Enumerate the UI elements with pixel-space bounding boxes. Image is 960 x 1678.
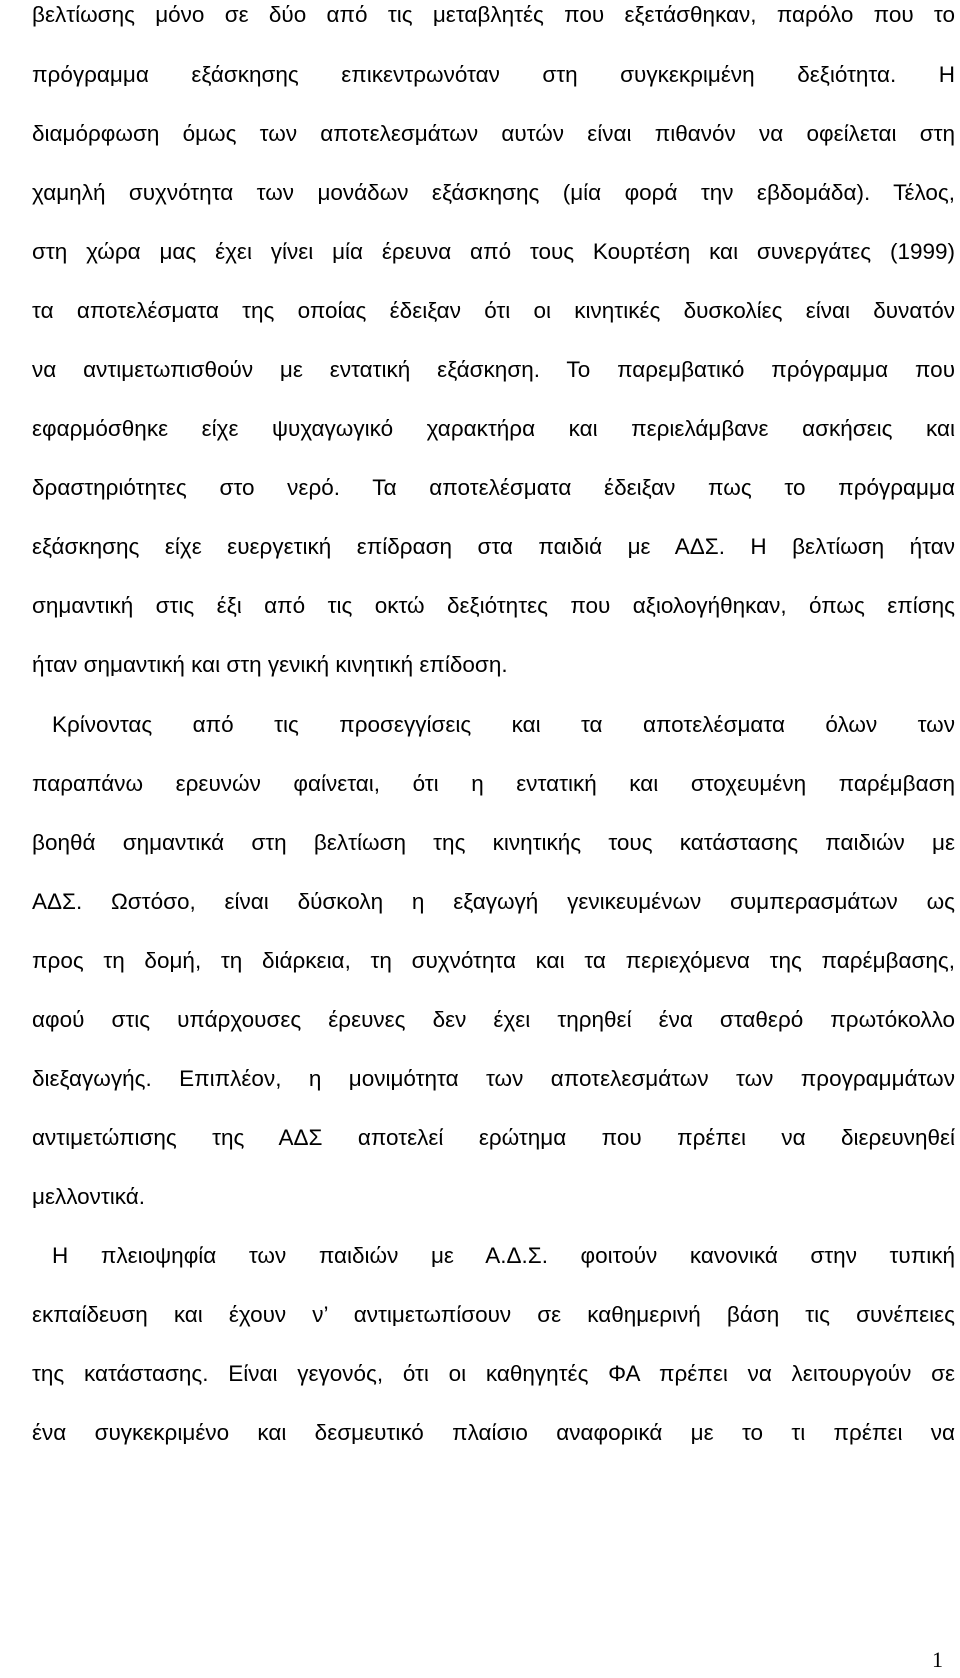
text-line: μελλοντικά. [32, 1184, 146, 1209]
text-line: σημαντική στις έξι από τις οκτώ δεξιότητες που αξιολογήθηκαν, όπως επίσης [32, 593, 955, 618]
text-line: διεξαγωγής. Επιπλέον, η μονιμότητα των αποτελεσμάτων των προγραμμάτων [32, 1066, 955, 1091]
text-line: εφαρμόσθηκε είχε ψυχαγωγικό χαρακτήρα και περιελάμβανε ασκήσεις και [32, 416, 955, 441]
text-line: στη χώρα μας έχει γίνει μία έρευνα από τους Κουρτέση και συνεργάτες (1999) [32, 239, 955, 264]
text-line: τα αποτελέσματα της οποίας έδειξαν ότι οι κινητικές δυσκολίες είναι δυνατόν [32, 298, 955, 323]
text-line: αφού στις υπάρχουσες έρευνες δεν έχει τηρηθεί ένα σταθερό πρωτόκολλο [32, 1007, 955, 1032]
text-line: παραπάνω ερευνών φαίνεται, ότι η εντατική και στοχευμένη παρέμβαση [32, 771, 955, 796]
text-line: βελτίωσης μόνο σε δύο από τις μεταβλητές που εξετάσθηκαν, παρόλο που το [32, 2, 955, 27]
text-line: πρόγραμμα εξάσκησης επικεντρωνόταν στη συγκεκριμένη δεξιότητα. Η [32, 62, 955, 87]
page-number: 1 [932, 1647, 943, 1672]
text-line: διαμόρφωση όμως των αποτελεσμάτων αυτών είναι πιθανόν να οφείλεται στη [32, 121, 955, 146]
text-line: δραστηριότητες στο νερό. Τα αποτελέσματα έδειξαν πως το πρόγραμμα [32, 475, 955, 500]
text-line: Η πλειοψηφία των παιδιών με Α.Δ.Σ. φοιτούν κανονικά στην τυπική [52, 1243, 955, 1268]
text-line: εκπαίδευση και έχουν ν’ αντιμετωπίσουν σε καθημερινή βάση τις συνέπειες [32, 1302, 955, 1327]
text-line: να αντιμετωπισθούν με εντατική εξάσκηση. Το παρεμβατικό πρόγραμμα που [32, 357, 955, 382]
text-line: προς τη δομή, τη διάρκεια, τη συχνότητα και τα περιεχόμενα της παρέμβασης, [32, 948, 955, 973]
text-line: βοηθά σημαντικά στη βελτίωση της κινητικής τους κατάστασης παιδιών με [32, 830, 955, 855]
text-line: ένα συγκεκριμένο και δεσμευτικό πλαίσιο αναφορικά με το τι πρέπει να [32, 1420, 955, 1445]
text-line: Κρίνοντας από τις προσεγγίσεις και τα αποτελέσματα όλων των [52, 712, 955, 737]
text-line: εξάσκησης είχε ευεργετική επίδραση στα παιδιά με ΑΔΣ. Η βελτίωση ήταν [32, 534, 955, 559]
text-line: ήταν σημαντική και στη γενική κινητική επίδοση. [32, 652, 508, 677]
text-line: αντιμετώπισης της ΑΔΣ αποτελεί ερώτημα που πρέπει να διερευνηθεί [32, 1125, 955, 1150]
text-line: ΑΔΣ. Ωστόσο, είναι δύσκολη η εξαγωγή γενικευμένων συμπερασμάτων ως [32, 889, 955, 914]
text-line: χαμηλή συχνότητα των μονάδων εξάσκησης (μία φορά την εβδομάδα). Τέλος, [32, 180, 955, 205]
text-line: της κατάστασης. Είναι γεγονός, ότι οι καθηγητές ΦΑ πρέπει να λειτουργούν σε [32, 1361, 955, 1386]
